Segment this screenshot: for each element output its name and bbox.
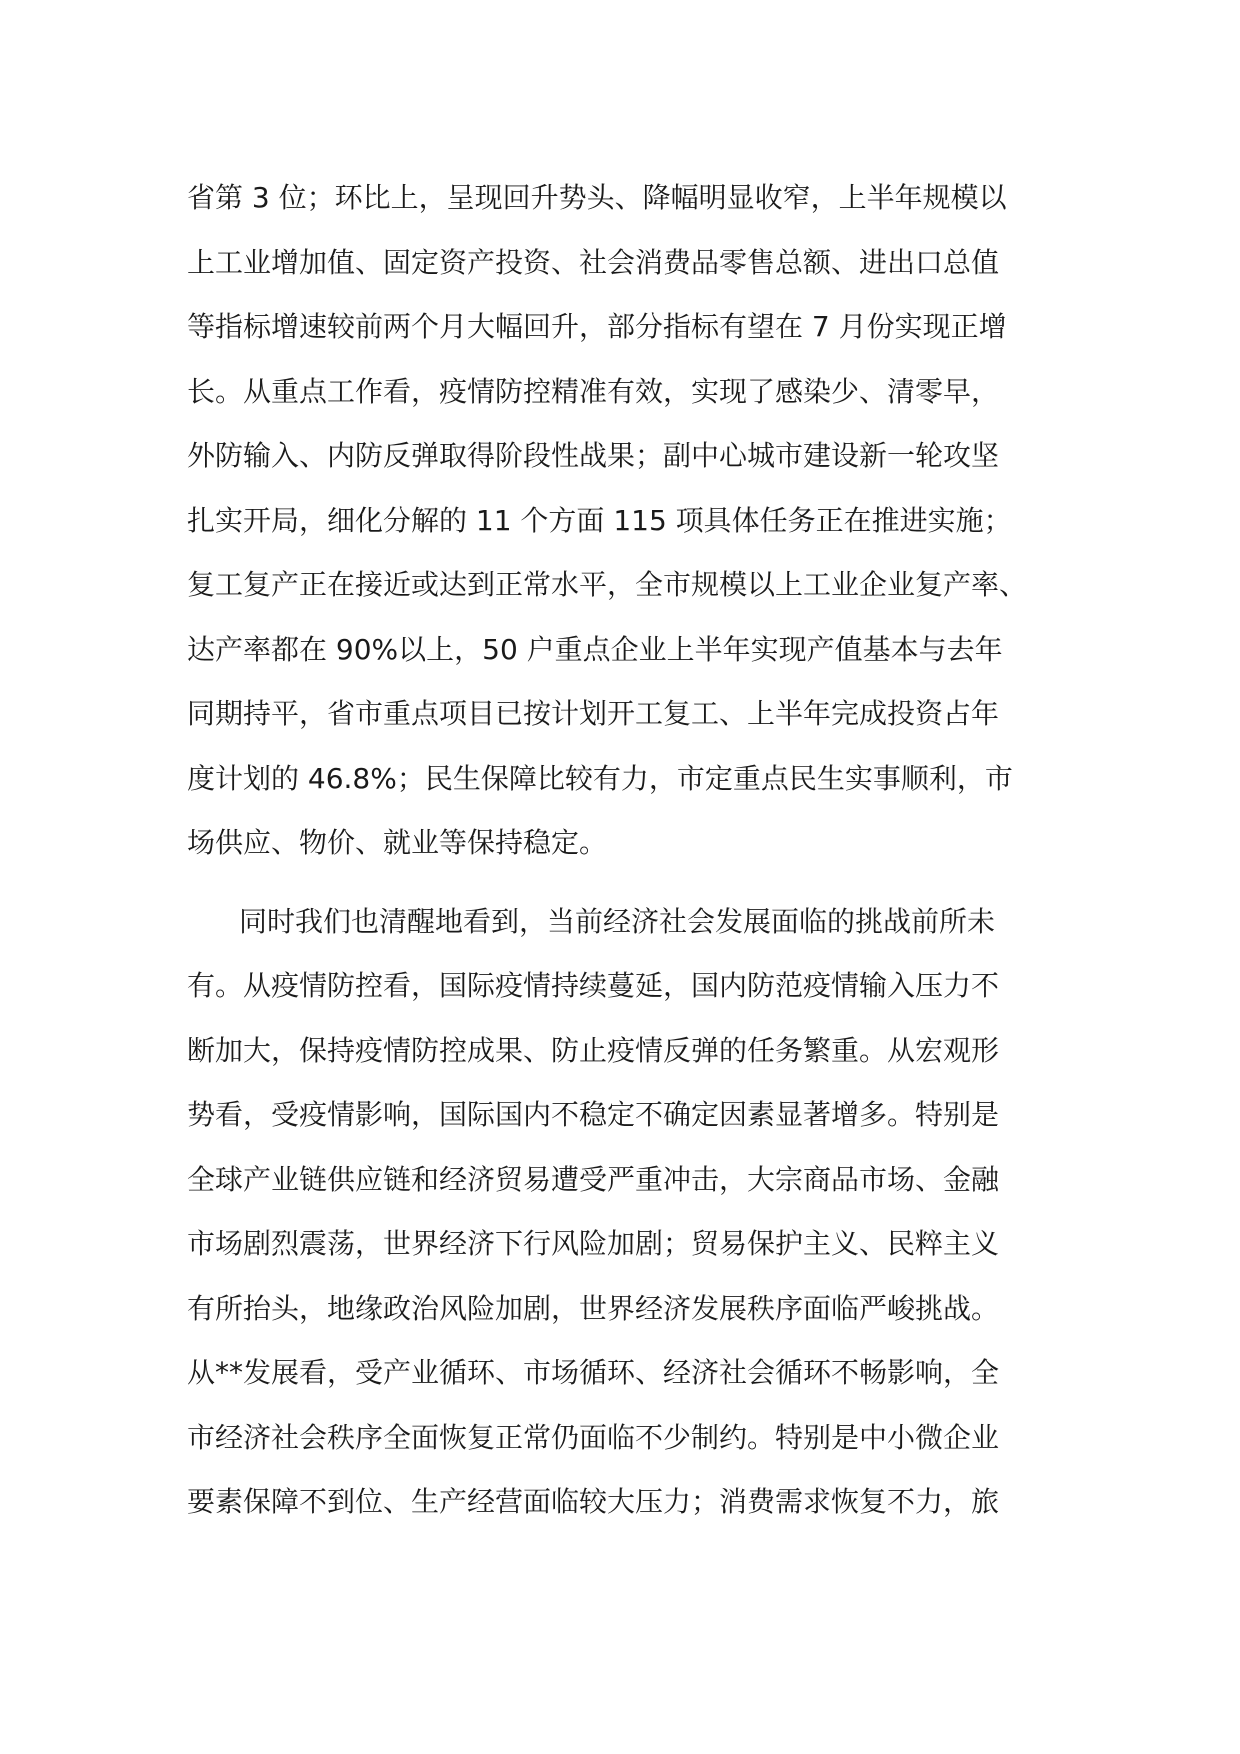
text-line: 市场剧烈震荡，世界经济下行风险加剧；贸易保护主义、民粹主义	[187, 1227, 1000, 1260]
text-line: 同时我们也清醒地看到，当前经济社会发展面临的挑战前所未	[239, 904, 996, 938]
paragraph-2	[187, 890, 1053, 1535]
text-line: 从**发展看，受产业循环、市场循环、经济社会循环不畅影响，全	[187, 1356, 1000, 1389]
document-body	[187, 166, 1053, 1535]
text-line: 断加大，保持疫情防控成果、防止疫情反弹的任务繁重。从宏观形	[187, 1033, 1000, 1067]
text-line: 市经济社会秩序全面恢复正常仍面临不少制约。特别是中小微企业	[187, 1420, 1000, 1454]
text-line: 等指标增速较前两个月大幅回升，部分指标有望在 7 月份实现正增	[187, 310, 1007, 343]
text-line: 达产率都在 90%以上，50 户重点企业上半年实现产值基本与去年	[187, 632, 1003, 666]
text-line: 度计划的 46.8%；民生保障比较有力，市定重点民生实事顺利，市	[187, 761, 1013, 795]
text-line: 势看，受疫情影响，国际国内不稳定不确定因素显著增多。特别是	[187, 1098, 1000, 1131]
text-line: 有所抬头，地缘政治风险加剧，世界经济发展秩序面临严峻挑战。	[187, 1291, 1000, 1325]
text-line: 全球产业链供应链和经济贸易遭受严重冲击，大宗商品市场、金融	[187, 1162, 1000, 1196]
text-line: 外防输入、内防反弹取得阶段性战果；副中心城市建设新一轮攻坚	[187, 439, 1000, 472]
paragraph-gap	[187, 876, 1053, 890]
paragraph-1	[187, 166, 1053, 876]
text-line: 同期持平，省市重点项目已按计划开工复工、上半年完成投资占年	[187, 697, 1000, 730]
text-line: 要素保障不到位、生产经营面临较大压力；消费需求恢复不力，旅	[187, 1485, 1000, 1518]
text-line: 省第 3 位；环比上，呈现回升势头、降幅明显收窄，上半年规模以	[187, 181, 1007, 214]
text-line: 扎实开局，细化分解的 11 个方面 115 项具体任务正在推进实施；	[187, 503, 1012, 537]
text-line: 复工复产正在接近或达到正常水平，全市规模以上工业企业复产率、	[187, 568, 1028, 601]
text-line: 有。从疫情防控看，国际疫情持续蔓延，国内防范疫情输入压力不	[187, 969, 1000, 1002]
text-line: 场供应、物价、就业等保持稳定。	[187, 826, 608, 859]
text-line: 上工业增加值、固定资产投资、社会消费品零售总额、进出口总值	[187, 245, 1000, 279]
text-line: 长。从重点工作看，疫情防控精准有效，实现了感染少、清零早，	[187, 374, 1000, 408]
